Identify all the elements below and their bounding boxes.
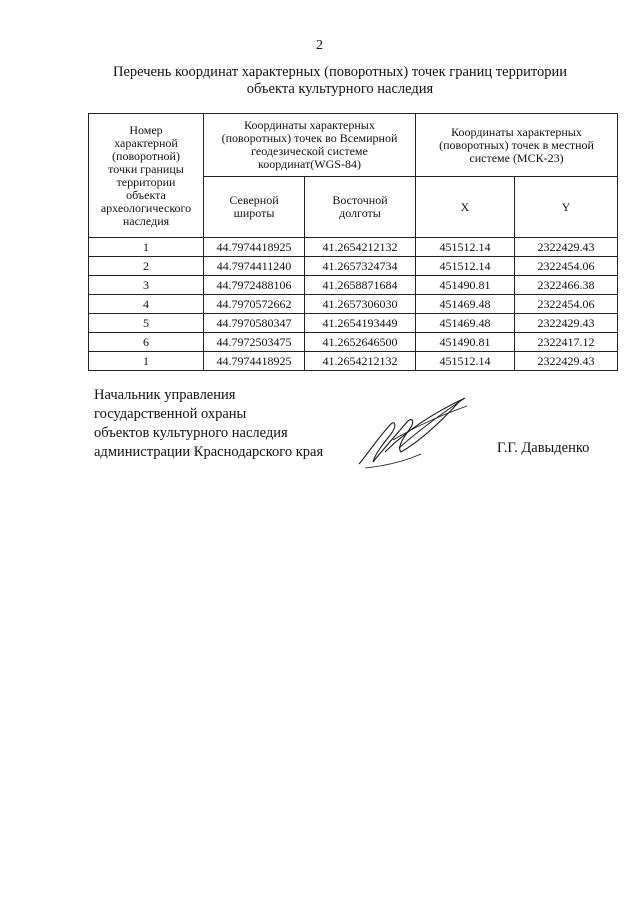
y-cell: 2322417.12 bbox=[515, 333, 618, 352]
y-cell: 2322454.06 bbox=[515, 295, 618, 314]
latitude-cell: 44.7974418925 bbox=[204, 238, 305, 257]
signatory-position bbox=[94, 386, 323, 462]
y-cell: 2322429.43 bbox=[515, 314, 618, 333]
longitude-cell: 41.2654212132 bbox=[305, 238, 416, 257]
coordinates-table bbox=[88, 113, 618, 371]
x-cell: 451512.14 bbox=[416, 352, 515, 371]
latitude-cell: 44.7974418925 bbox=[204, 352, 305, 371]
point-number-cell: 6 bbox=[89, 333, 204, 352]
latitude-cell: 44.7970580347 bbox=[204, 314, 305, 333]
x-cell: 451512.14 bbox=[416, 257, 515, 276]
x-cell: 451469.48 bbox=[416, 314, 515, 333]
latitude-cell: 44.7974411240 bbox=[204, 257, 305, 276]
table-row bbox=[89, 314, 618, 333]
y-cell: 2322429.43 bbox=[515, 238, 618, 257]
header-msk23-group: Координаты характерных (поворотных) точек в местной системе (МСК-23) bbox=[416, 114, 618, 177]
point-number-cell: 1 bbox=[89, 238, 204, 257]
header-x: X bbox=[416, 177, 515, 238]
header-east-longitude: Восточной долготы bbox=[305, 177, 416, 238]
header-point-number: Номер характерной (поворотной) точки границы территории объекта археологического наследия bbox=[89, 114, 204, 238]
table-row bbox=[89, 238, 618, 257]
signer-name: Г.Г. Давыденко bbox=[497, 440, 590, 456]
x-cell: 451490.81 bbox=[416, 276, 515, 295]
header-y: Y bbox=[515, 177, 618, 238]
longitude-cell: 41.2657306030 bbox=[305, 295, 416, 314]
handwritten-signature bbox=[355, 392, 470, 472]
table-row bbox=[89, 295, 618, 314]
longitude-cell: 41.2654193449 bbox=[305, 314, 416, 333]
position-line: государственной охраны bbox=[94, 406, 247, 422]
y-cell: 2322429.43 bbox=[515, 352, 618, 371]
latitude-cell: 44.7970572662 bbox=[204, 295, 305, 314]
header-north-latitude: Северной широты bbox=[204, 177, 305, 238]
longitude-cell: 41.2652646500 bbox=[305, 333, 416, 352]
point-number-cell: 2 bbox=[89, 257, 204, 276]
document-title bbox=[60, 64, 620, 98]
x-cell: 451512.14 bbox=[416, 238, 515, 257]
title-line: объекта культурного наследия bbox=[246, 81, 434, 97]
y-cell: 2322466.38 bbox=[515, 276, 618, 295]
longitude-cell: 41.2657324734 bbox=[305, 257, 416, 276]
longitude-cell: 41.2658871684 bbox=[305, 276, 416, 295]
x-cell: 451490.81 bbox=[416, 333, 515, 352]
table-row bbox=[89, 352, 618, 371]
x-cell: 451469.48 bbox=[416, 295, 515, 314]
y-cell: 2322454.06 bbox=[515, 257, 618, 276]
point-number-cell: 4 bbox=[89, 295, 204, 314]
header-wgs84-group: Координаты характерных (поворотных) точек во Всемирной геодезической системе координат(WGS-84) bbox=[204, 114, 416, 177]
longitude-cell: 41.2654212132 bbox=[305, 352, 416, 371]
table-row bbox=[89, 257, 618, 276]
table-row bbox=[89, 333, 618, 352]
latitude-cell: 44.7972503475 bbox=[204, 333, 305, 352]
latitude-cell: 44.7972488106 bbox=[204, 276, 305, 295]
point-number-cell: 1 bbox=[89, 352, 204, 371]
position-line: объектов культурного наследия bbox=[94, 425, 288, 441]
title-line: Перечень координат характерных (поворотных) точек границ территории bbox=[112, 64, 568, 80]
table-row bbox=[89, 276, 618, 295]
position-line: Начальник управления bbox=[94, 387, 236, 403]
page-number: 2 bbox=[316, 38, 323, 53]
point-number-cell: 5 bbox=[89, 314, 204, 333]
point-number-cell: 3 bbox=[89, 276, 204, 295]
position-line: администрации Краснодарского края bbox=[94, 444, 324, 460]
